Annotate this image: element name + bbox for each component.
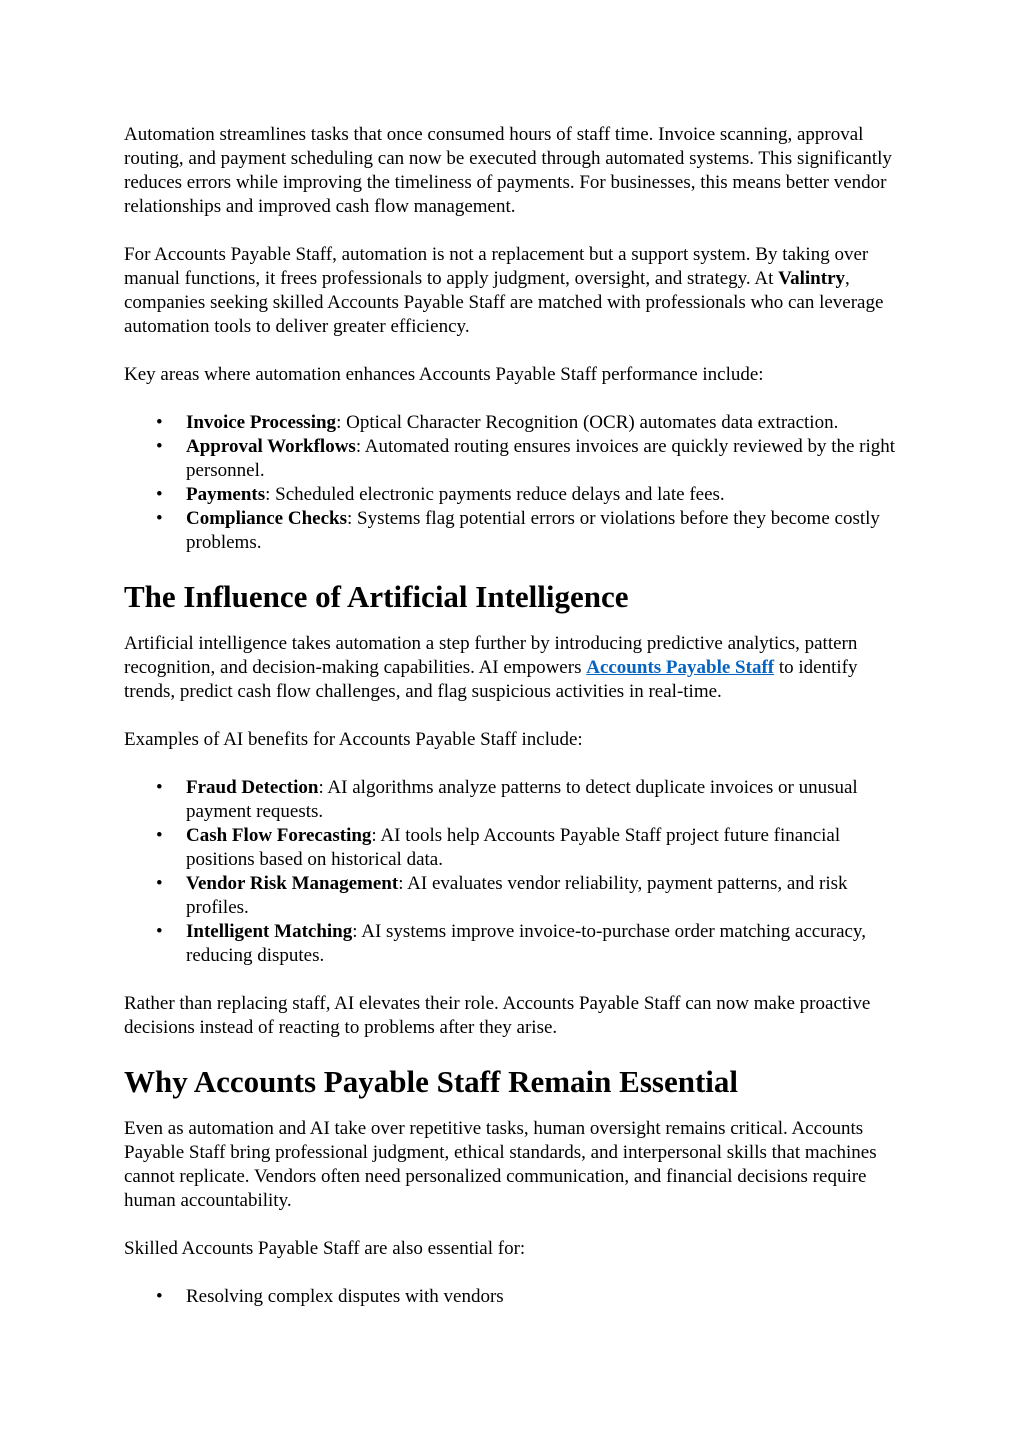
paragraph-automation: Automation streamlines tasks that once consumed hours of staff time. Invoice scanning, approval routing, and payment scheduling can now be executed through automated systems. This significantly reduces errors while improving the timeliness of payments. For businesses, this means better vendor relationships and improved cash flow management. [124,124,892,217]
paragraph-elevates-role: Rather than replacing staff, AI elevates their role. Accounts Payable Staff can now make proactive decisions instead of reacting to problems after they arise. [124,993,871,1038]
list-item: • Approval Workflows: Automated routing ensures invoices are quickly reviewed by the right personnel. [124,435,904,483]
paragraph-ai: Artificial intelligence takes automation a step further by introducing predictive analytics, pattern recognition, and decision-making capabilities. AI empowers Accounts Payable Staff to identify trends, predict cash flow challenges, and flag suspicious activities in real-time. [124,633,858,702]
ai-benefits-list [124,776,904,968]
paragraph-support-system: For Accounts Payable Staff, automation is not a replacement but a support system. By taking over manual functions, it frees professionals to apply judgment, oversight, and strategy. At Valintry, companies seeking skilled Accounts Payable Staff are matched with professionals who can leverage automation tools to deliver greater efficiency. [124,244,884,337]
brand-name: Valintry [778,268,846,289]
list-item: • Vendor Risk Management: AI evaluates vendor reliability, payment patterns, and risk profiles. [124,872,904,920]
list-item: • Fraud Detection: AI algorithms analyze patterns to detect duplicate invoices or unusual payment requests. [124,776,904,824]
list-item: • Invoice Processing: Optical Character Recognition (OCR) automates data extraction. [124,411,904,435]
list-item: • Intelligent Matching: AI systems improve invoice-to-purchase order matching accuracy, reducing disputes. [124,920,904,968]
paragraph-human-oversight: Even as automation and AI take over repetitive tasks, human oversight remains critical. Accounts Payable Staff bring professional judgment, ethical standards, and interpersonal skills that machines cannot replicate. Vendors often need personalized communication, and financial decisions require human accountability. [124,1118,877,1211]
paragraph-key-areas: Key areas where automation enhances Accounts Payable Staff performance include: [124,364,764,385]
accounts-payable-staff-link[interactable]: Accounts Payable Staff [586,657,775,678]
essential-list [124,1285,904,1309]
list-item: • Cash Flow Forecasting: AI tools help Accounts Payable Staff project future financial positions based on historical data. [124,824,904,872]
document-page [124,123,904,1333]
paragraph-essential-for: Skilled Accounts Payable Staff are also essential for: [124,1238,526,1259]
list-item: • Payments: Scheduled electronic payments reduce delays and late fees. [124,483,904,507]
paragraph-ai-examples: Examples of AI benefits for Accounts Payable Staff include: [124,729,583,750]
list-item: • Resolving complex disputes with vendors [124,1285,904,1309]
automation-list [124,411,904,555]
heading-why-essential: Why Accounts Payable Staff Remain Essential [124,1064,738,1099]
heading-ai: The Influence of Artificial Intelligence [124,579,629,614]
list-item: • Compliance Checks: Systems flag potential errors or violations before they become costly problems. [124,507,904,555]
